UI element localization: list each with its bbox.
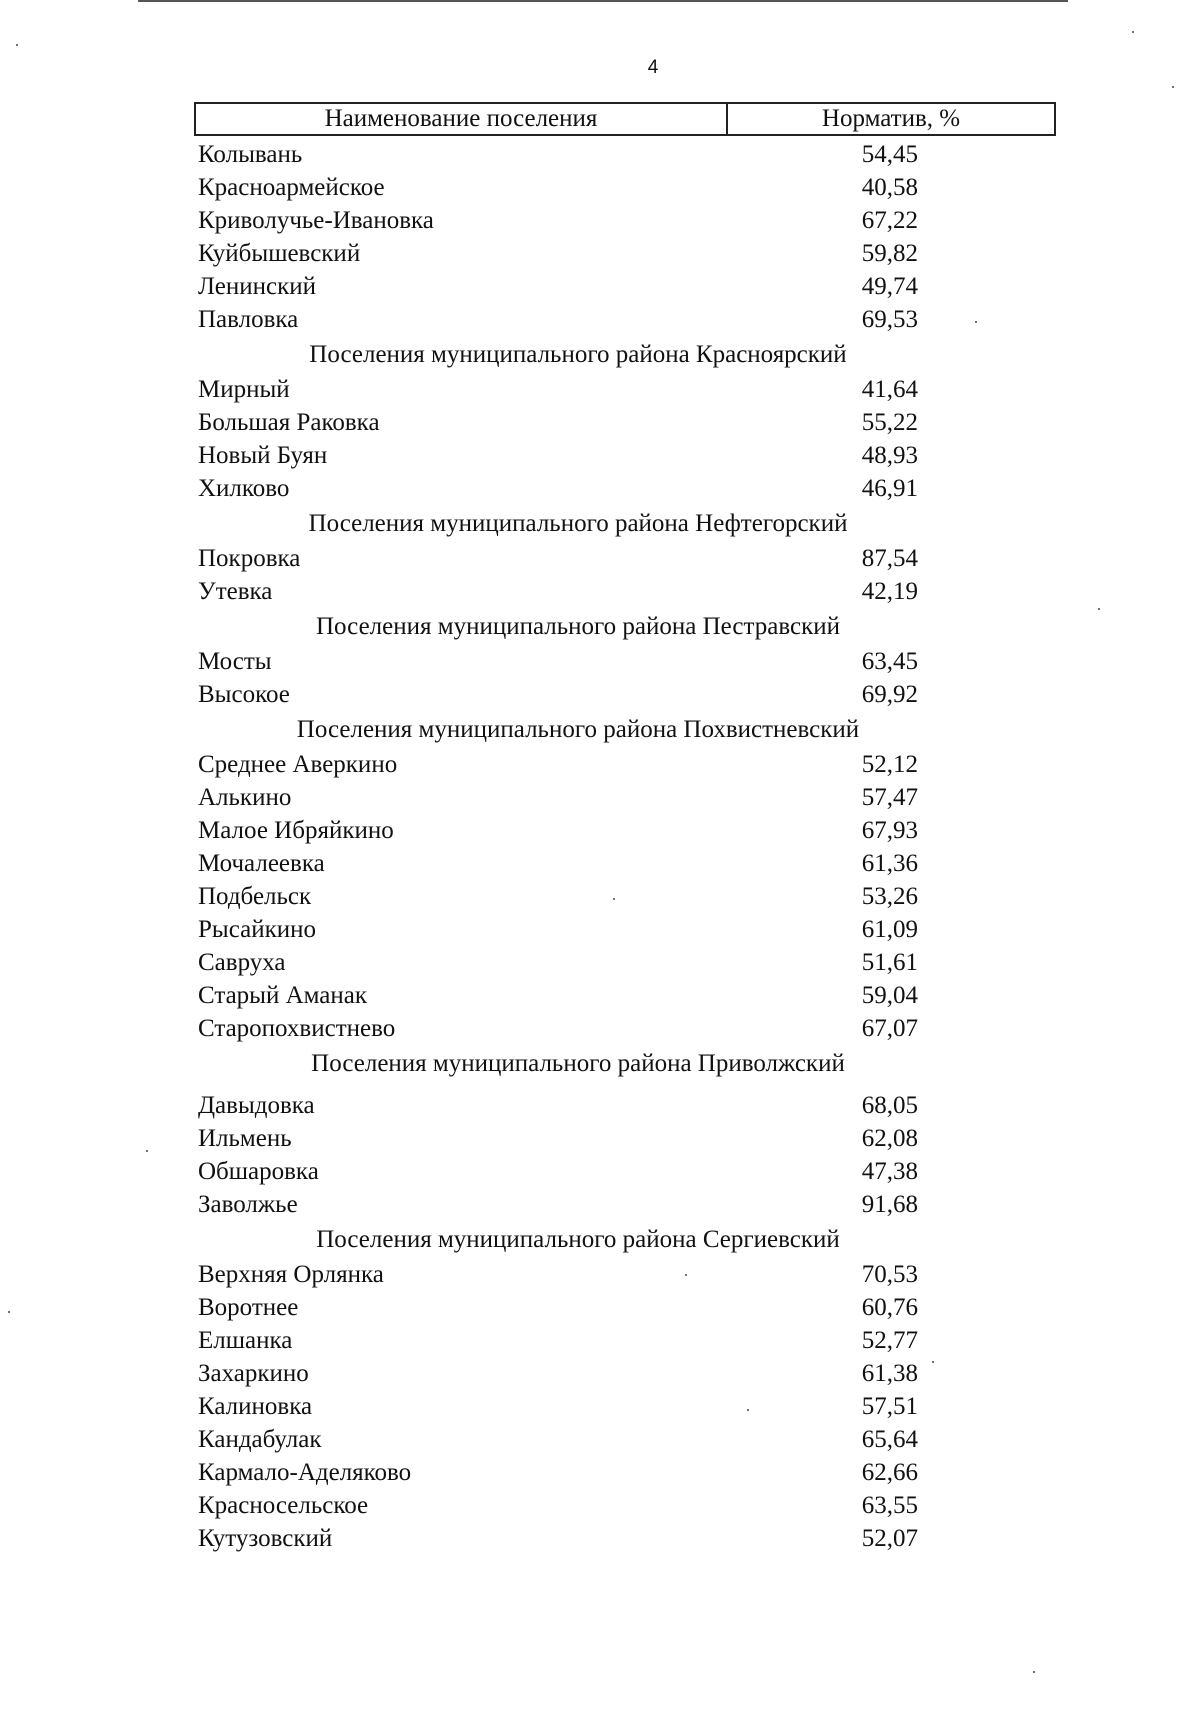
settlement-name: Кандабулак (198, 1426, 322, 1453)
settlement-name: Покровка (198, 545, 301, 572)
settlement-name: Старопохвистнево (198, 1015, 396, 1042)
norm-value: 60,76 (861, 1294, 918, 1321)
norm-value: 52,77 (861, 1327, 918, 1354)
district-group-heading: Поселения муниципального района Сергиевский (316, 1226, 840, 1253)
table-row (198, 1423, 1060, 1456)
norm-value: 42,19 (861, 578, 918, 605)
table-row (198, 847, 1060, 880)
settlement-name: Мосты (198, 648, 272, 675)
norm-value: 63,45 (861, 648, 918, 675)
norm-value: 65,64 (861, 1426, 918, 1453)
norm-value: 55,22 (861, 409, 918, 436)
settlement-name: Павловка (198, 306, 299, 333)
norm-value: 67,07 (861, 1015, 918, 1042)
settlement-name: Елшанка (198, 1327, 293, 1354)
norm-value: 62,08 (861, 1125, 918, 1152)
settlement-name: Мочалеевка (198, 850, 325, 877)
settlement-name: Воротнее (198, 1294, 299, 1321)
settlement-name: Криволучье-Ивановка (198, 207, 434, 234)
district-group-heading: Поселения муниципального района Приволжский (311, 1050, 845, 1077)
table-row (198, 880, 1060, 913)
table-row (198, 979, 1060, 1012)
scan-speck (932, 1361, 934, 1363)
scan-top-edge-line (138, 0, 1068, 2)
table-row (198, 1089, 1060, 1122)
scan-speck (1033, 1671, 1035, 1673)
table-row (198, 913, 1060, 946)
scan-speck (1132, 31, 1134, 33)
table-row (198, 1122, 1060, 1155)
settlement-name: Заволжье (198, 1191, 298, 1218)
settlement-name: Ленинский (198, 273, 317, 300)
table-row (198, 303, 1060, 336)
scan-speck (1098, 608, 1100, 610)
settlement-name: Утевка (198, 578, 273, 605)
norm-value: 59,82 (861, 240, 918, 267)
settlement-name: Кармало-Аделяково (198, 1459, 412, 1486)
table-row (198, 814, 1060, 847)
settlement-name: Старый Аманак (198, 982, 368, 1009)
norm-value: 51,61 (861, 949, 918, 976)
table-row (198, 1012, 1060, 1045)
settlement-name: Давыдовка (198, 1092, 315, 1119)
settlement-name: Рысайкино (198, 916, 316, 943)
norm-value: 63,55 (861, 1492, 918, 1519)
norm-value: 69,53 (861, 306, 918, 333)
norm-value: 59,04 (861, 982, 918, 1009)
table-row (198, 237, 1060, 270)
settlement-name: Алькино (198, 784, 292, 811)
table-row (198, 1324, 1060, 1357)
norm-value: 49,74 (861, 273, 918, 300)
settlement-name: Обшаровка (198, 1158, 319, 1185)
norm-value: 40,58 (861, 174, 918, 201)
settlement-name: Мирный (198, 376, 290, 403)
settlement-name: Хилково (198, 475, 290, 502)
table-row (198, 678, 1060, 711)
table-body (198, 138, 1060, 1555)
norm-value: 53,26 (861, 883, 918, 910)
settlement-name: Захаркино (198, 1360, 309, 1387)
page-number: 4 (647, 57, 659, 78)
scan-speck (685, 1274, 687, 1276)
settlement-name: Калиновка (198, 1393, 313, 1420)
scan-speck (146, 1150, 148, 1152)
norm-value: 62,66 (861, 1459, 918, 1486)
table-header (194, 102, 1056, 136)
norm-value: 61,36 (861, 850, 918, 877)
table-row (198, 1291, 1060, 1324)
norm-value: 57,51 (861, 1393, 918, 1420)
table-row (198, 1456, 1060, 1489)
district-group-heading: Поселения муниципального района Похвистневский (296, 716, 860, 743)
scan-speck (8, 1311, 10, 1313)
norm-value: 52,12 (861, 751, 918, 778)
norm-value: 70,53 (861, 1261, 918, 1288)
settlement-name: Кутузовский (198, 1525, 333, 1552)
settlement-name: Малое Ибряйкино (198, 817, 394, 844)
table-row (198, 439, 1060, 472)
settlement-name: Большая Раковка (198, 409, 380, 436)
settlement-name: Среднее Аверкино (198, 751, 398, 778)
norm-value: 67,22 (861, 207, 918, 234)
norm-value: 57,47 (861, 784, 918, 811)
table-row (198, 575, 1060, 608)
norm-value: 61,38 (861, 1360, 918, 1387)
settlement-name: Савруха (198, 949, 286, 976)
norm-value: 67,93 (861, 817, 918, 844)
settlement-name: Красноармейское (198, 174, 385, 201)
table-row (198, 1258, 1060, 1291)
table-row (198, 1357, 1060, 1390)
scan-speck (747, 1409, 749, 1411)
norm-value: 48,93 (861, 442, 918, 469)
district-group-heading: Поселения муниципального района Пестравский (316, 613, 840, 640)
norm-value: 54,45 (861, 141, 918, 168)
scan-speck (16, 44, 18, 46)
norm-value: 69,92 (861, 681, 918, 708)
table-row (198, 781, 1060, 814)
norm-value: 52,07 (861, 1525, 918, 1552)
table-row (198, 270, 1060, 303)
norm-value: 61,09 (861, 916, 918, 943)
table-row (198, 645, 1060, 678)
settlement-name: Новый Буян (198, 442, 328, 469)
table-row (198, 1522, 1060, 1555)
norm-value: 46,91 (861, 475, 918, 502)
norm-value: 41,64 (861, 376, 918, 403)
column-header-norm-percent: Норматив, % (821, 105, 961, 132)
table-row (198, 1188, 1060, 1221)
settlement-name: Колывань (198, 141, 303, 168)
table-row (198, 472, 1060, 505)
settlement-name: Подбельск (198, 883, 312, 910)
norm-value: 87,54 (861, 545, 918, 572)
scan-speck (975, 321, 977, 323)
settlement-name: Красносельское (198, 1492, 369, 1519)
table-row (198, 373, 1060, 406)
norm-value: 68,05 (861, 1092, 918, 1119)
table-row (198, 406, 1060, 439)
scan-speck (613, 898, 615, 900)
table-row (198, 1489, 1060, 1522)
norm-value: 91,68 (861, 1191, 918, 1218)
scan-speck (1172, 86, 1174, 88)
settlement-name: Верхняя Орлянка (198, 1261, 384, 1288)
column-header-settlement-name: Наименование поселения (196, 104, 728, 134)
table-row (198, 946, 1060, 979)
table-row (198, 1155, 1060, 1188)
table-row (198, 138, 1060, 171)
settlement-name: Ильмень (198, 1125, 292, 1152)
table-row (198, 1390, 1060, 1423)
norm-value: 47,38 (861, 1158, 918, 1185)
table-row (198, 171, 1060, 204)
settlement-name: Куйбышевский (198, 240, 361, 267)
settlement-name: Высокое (198, 681, 290, 708)
district-group-heading: Поселения муниципального района Нефтегорский (308, 510, 848, 537)
district-group-heading: Поселения муниципального района Красноярский (309, 341, 847, 368)
table-row (198, 204, 1060, 237)
table-row (198, 542, 1060, 575)
table-row (198, 748, 1060, 781)
